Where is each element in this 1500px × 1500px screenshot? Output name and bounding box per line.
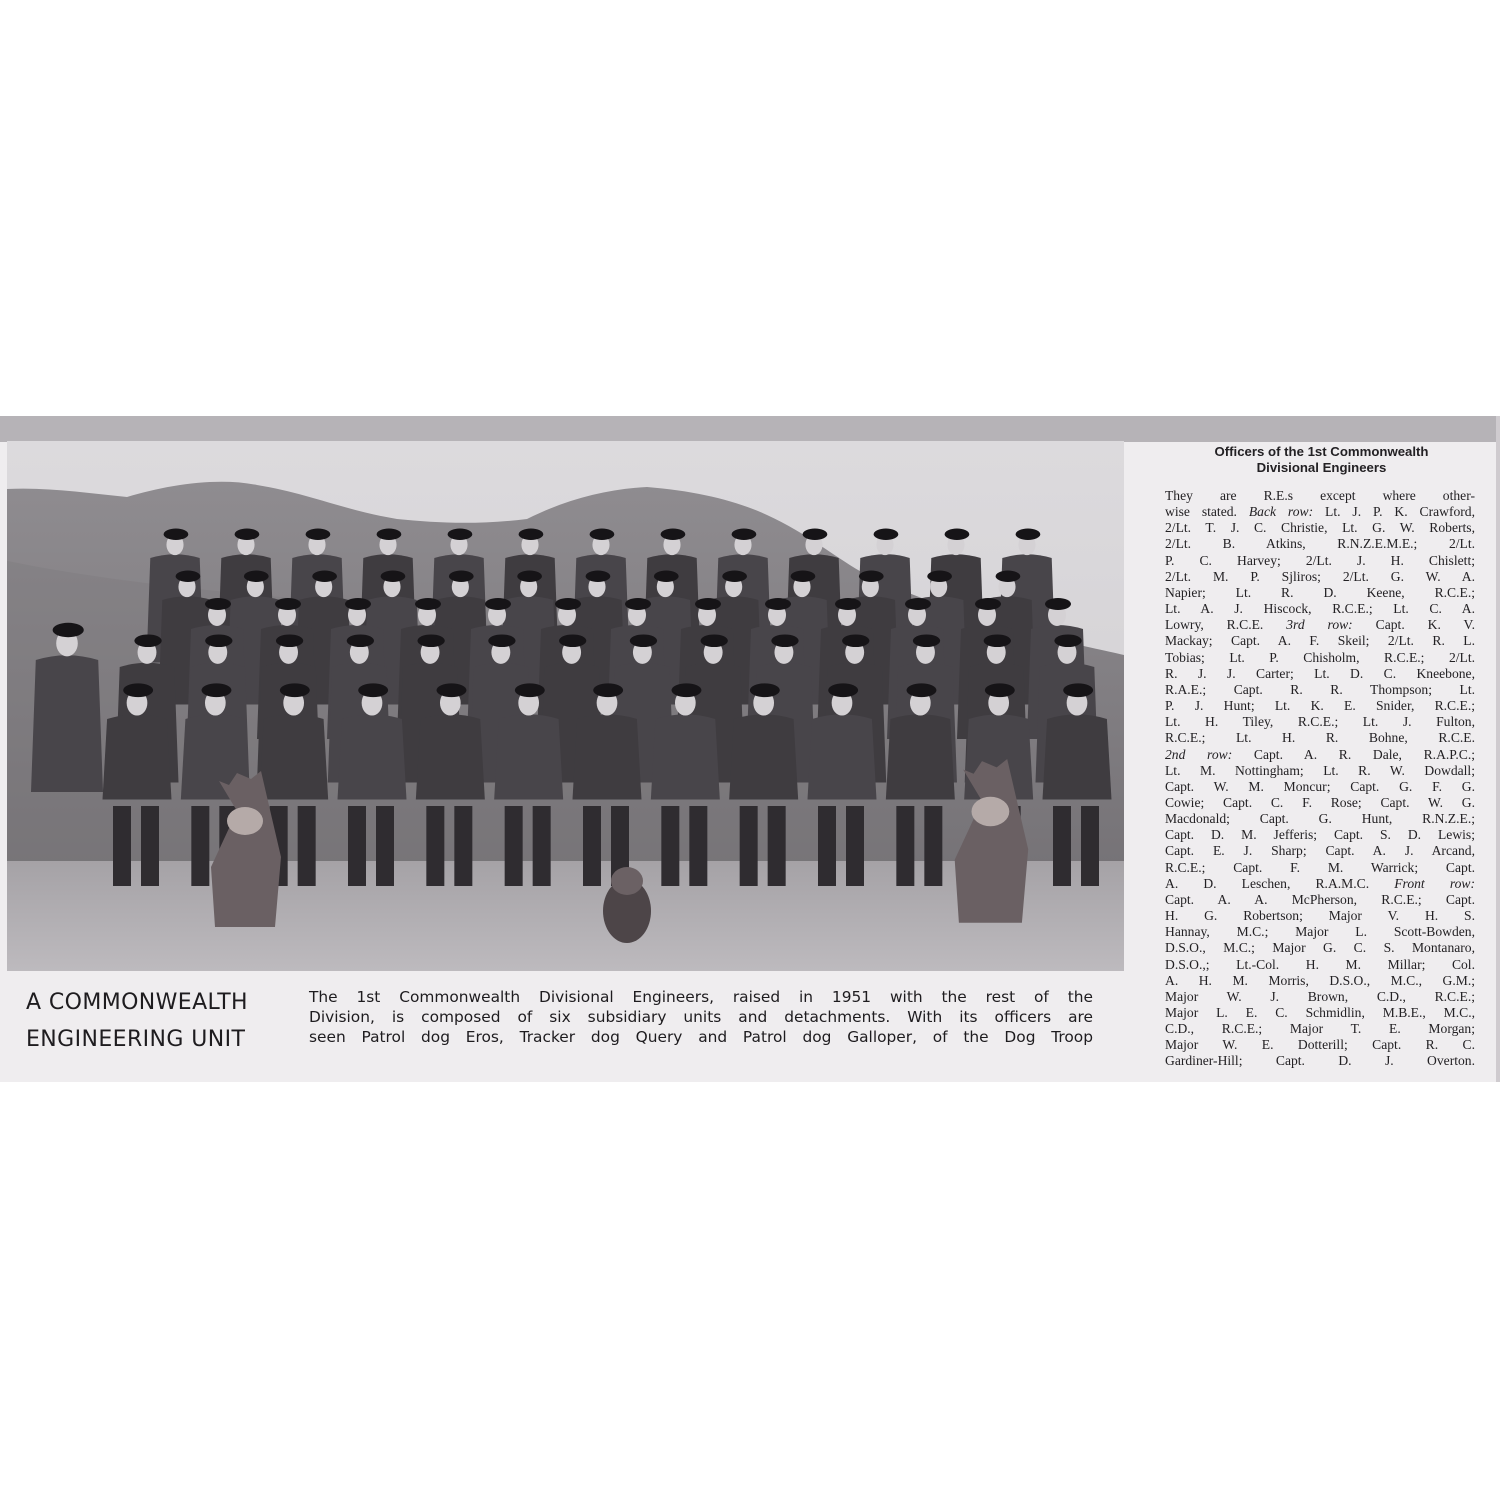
roster-line: Capt. A. A. McPherson, R.C.E.; Capt. [1165, 891, 1475, 907]
page-right-edge [1496, 416, 1500, 1082]
roster-line: Napier; Lt. R. D. Keene, R.C.E.; [1165, 584, 1475, 600]
roster-row-label: Back row: [1248, 504, 1314, 520]
roster-line: A. H. M. Morris, D.S.O., M.C., G.M.; [1165, 972, 1475, 988]
roster-line: Cowie; Capt. C. F. Rose; Capt. W. G. [1165, 794, 1475, 810]
roster-line: Lt. H. Tiley, R.C.E.; Lt. J. Fulton, [1165, 714, 1475, 730]
roster-line: D.S.O., M.C.; Major G. C. S. Montanaro, [1165, 940, 1475, 956]
roster-line: D.S.O.,; Lt.-Col. H. M. Millar; Col. [1165, 956, 1475, 972]
roster-line: P. J. Hunt; Lt. K. E. Snider, R.C.E.; [1165, 698, 1475, 714]
magazine-page-scan [0, 416, 1500, 1082]
caption-title-line: ENGINEERING UNIT [26, 1027, 246, 1052]
roster-heading-line: Officers of the 1st Commonwealth [1214, 444, 1429, 459]
roster-line: Gardiner-Hill; Capt. D. J. Overton. [1165, 1053, 1475, 1069]
roster-line: Capt. W. M. Moncur; Capt. G. F. G. [1165, 778, 1475, 794]
roster-line: Lt. M. Nottingham; Lt. R. W. Dowdall; [1165, 762, 1475, 778]
roster-row-label: 3rd row: [1286, 617, 1353, 633]
group-photograph [7, 441, 1124, 971]
roster-row-label: 2nd row: [1165, 746, 1233, 762]
group-photograph-image [7, 441, 1124, 971]
roster-line: 2/Lt. B. Atkins, R.N.Z.E.M.E.; 2/Lt. [1165, 536, 1475, 552]
roster-line: Major W. J. Brown, C.D., R.C.E.; [1165, 988, 1475, 1004]
roster-heading-line: Divisional Engineers [1256, 460, 1387, 475]
caption-body-line: Division, is composed of six subsidiary units and detachments. With its officers are [309, 1008, 1093, 1026]
page-top-band [0, 416, 1500, 442]
caption-title [26, 984, 296, 1058]
roster-line: Macdonald; Capt. G. Hunt, R.N.Z.E.; [1165, 811, 1475, 827]
caption-body-line: seen Patrol dog Eros, Tracker dog Query and Patrol dog Galloper, of the Dog Troop [309, 1028, 1093, 1046]
roster-line: Lowry, R.C.E. 3rd row: Capt. K. V. [1165, 617, 1475, 633]
roster-line: Capt. D. M. Jefferis; Capt. S. D. Lewis; [1165, 827, 1475, 843]
roster-line: Capt. E. J. Sharp; Capt. A. J. Arcand, [1165, 843, 1475, 859]
roster-line: Hannay, M.C.; Major L. Scott-Bowden, [1165, 924, 1475, 940]
roster-line: R.C.E.; Capt. F. M. Warrick; Capt. [1165, 859, 1475, 875]
roster-line: They are R.E.s except where other- [1165, 488, 1475, 503]
roster-line: 2nd row: Capt. A. R. Dale, R.A.P.C.; [1165, 746, 1475, 762]
roster-line: Lt. A. J. Hiscock, R.C.E.; Lt. C. A. [1165, 601, 1475, 617]
roster-line: 2/Lt. T. J. C. Christie, Lt. G. W. Roberts, [1165, 520, 1475, 536]
caption-body [309, 987, 1093, 1047]
roster-line: Mackay; Capt. A. F. Skeil; 2/Lt. R. L. [1165, 633, 1475, 649]
officer-roster [1165, 444, 1475, 1070]
caption-title-line: A COMMONWEALTH [26, 990, 248, 1015]
roster-line: Major L. E. C. Schmidlin, M.B.E., M.C., [1165, 1005, 1475, 1020]
roster-heading [1168, 444, 1475, 476]
roster-line: R. J. J. Carter; Lt. D. C. Kneebone, [1165, 665, 1475, 681]
caption-body-line: The 1st Commonwealth Divisional Engineers, raised in 1951 with the rest of the [309, 988, 1093, 1006]
roster-line: wise stated. Back row: Lt. J. P. K. Crawford, [1165, 504, 1475, 520]
roster-line: R.A.E.; Capt. R. R. Thompson; Lt. [1165, 681, 1475, 697]
roster-line: Major W. E. Dotterill; Capt. R. C. [1165, 1037, 1475, 1053]
roster-text [1165, 488, 1475, 1070]
roster-line: P. C. Harvey; 2/Lt. J. H. Chislett; [1165, 552, 1475, 568]
roster-line: C.D., R.C.E.; Major T. E. Morgan; [1165, 1021, 1475, 1037]
roster-row-label: Front row: [1394, 875, 1475, 891]
roster-line: H. G. Robertson; Major V. H. S. [1165, 908, 1475, 924]
roster-line: A. D. Leschen, R.A.M.C. Front row: [1165, 875, 1475, 891]
roster-line: R.C.E.; Lt. H. R. Bohne, R.C.E. [1165, 730, 1475, 746]
roster-line: 2/Lt. M. P. Sjliros; 2/Lt. G. W. A. [1165, 568, 1475, 584]
roster-line: Tobias; Lt. P. Chisholm, R.C.E.; 2/Lt. [1165, 649, 1475, 665]
